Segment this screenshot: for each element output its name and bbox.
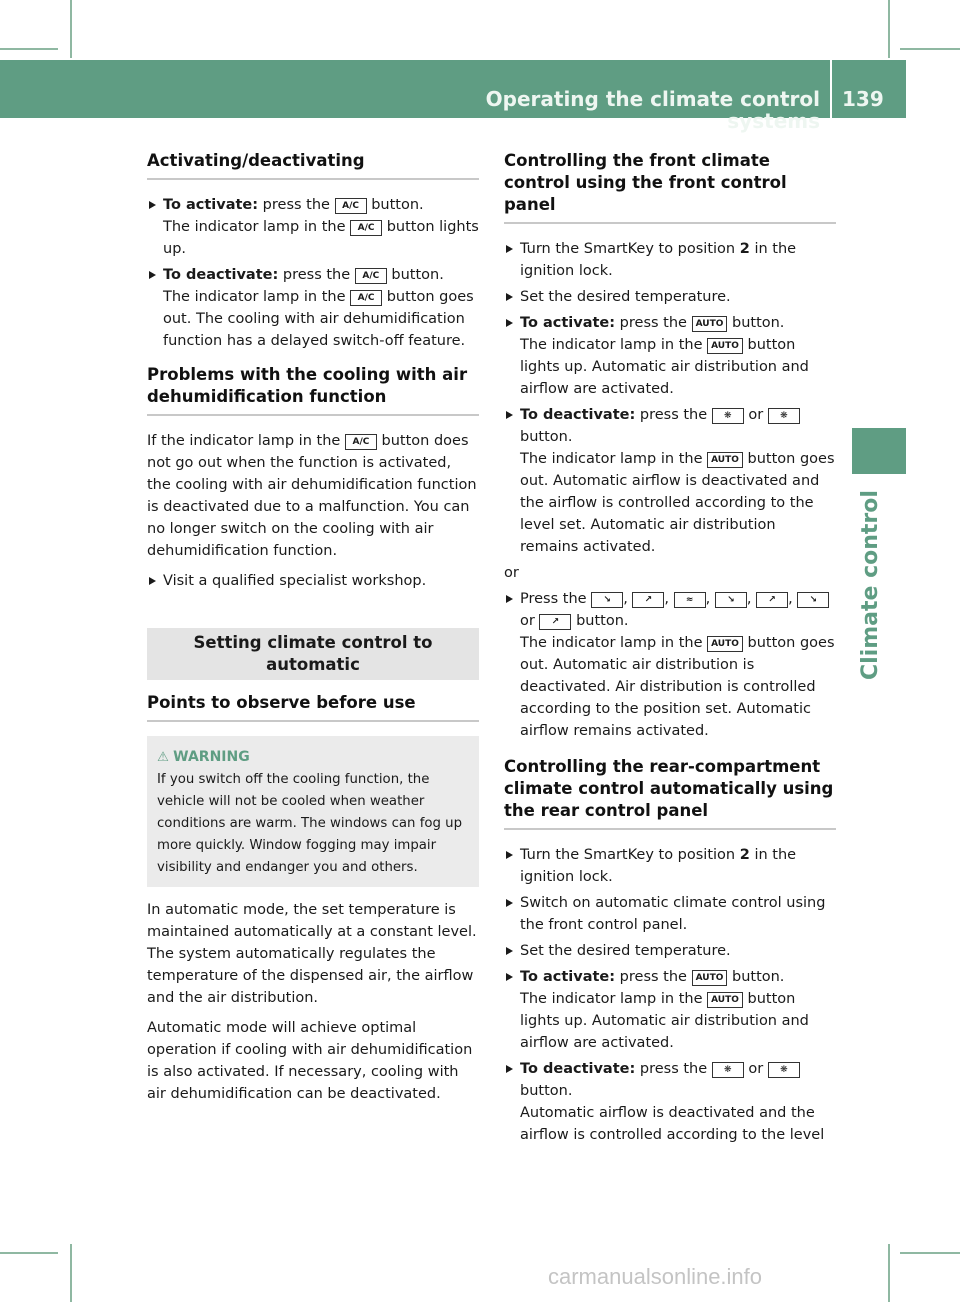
crop-mark (0, 1252, 58, 1254)
air-distribution-icon: ↗ (539, 614, 571, 630)
watermark: carmanualsonline.info (548, 1264, 763, 1289)
air-distribution-icon: ↘ (591, 592, 623, 608)
step-front-deactivate: To deactivate: press the ❋ or ❋ button. The indicator lamp in the AUTO button goes out. Automatic airflow is deactivated and the airflow is controlled according to the level set. Automatic air distribution remains activated. (504, 404, 836, 558)
problems-paragraph: If the indicator lamp in the A/C button does not go out when the function is activated, the cooling with air dehumidification function is deactivated due to a malfunction. You can no longer switch on the cooling with air dehumidification function. (147, 433, 477, 559)
crop-mark (70, 0, 72, 58)
warning-title: WARNING (173, 749, 250, 765)
step-front-temperature: Set the desired temperature. (504, 286, 836, 308)
crop-mark (888, 1244, 890, 1302)
heading-problems: Problems with the cooling with air dehumidification function (147, 365, 468, 406)
fan-increase-icon: ❋ (712, 408, 744, 424)
heading-front: Controlling the front climate control using the front control panel (504, 151, 787, 214)
crop-mark (70, 1244, 72, 1302)
heading-rule (504, 222, 836, 224)
defrost-icon: ≈ (674, 592, 706, 608)
step-rear-temperature: Set the desired temperature. (504, 940, 836, 962)
warning-triangle-icon: ⚠ (157, 750, 169, 765)
auto-button-icon: AUTO (692, 970, 728, 986)
auto-button-icon: AUTO (707, 452, 743, 468)
auto-paragraph-2: Automatic mode will achieve optimal operation if cooling with air dehumidification is also activated. If necessary, cooling with air dehumidification can be deactivated. (147, 1020, 473, 1102)
right-column (504, 150, 836, 1150)
auto-button-icon: AUTO (692, 316, 728, 332)
step-front-activate: To activate: press the AUTO button. The indicator lamp in the AUTO button lights up. Automatic air distribution and airflow are activated. (504, 312, 836, 400)
page-number: 139 (842, 87, 884, 111)
section-heading-auto: Setting climate control to automatic (147, 628, 479, 680)
heading-rule (147, 720, 479, 722)
air-distribution-icon: ↗ (632, 592, 664, 608)
heading-rule (504, 828, 836, 830)
air-distribution-icon: ↘ (715, 592, 747, 608)
crop-mark (900, 48, 960, 50)
heading-activating: Activating/deactivating (147, 151, 365, 170)
step-rear-auto-front: Switch on automatic climate control using the front control panel. (504, 892, 836, 936)
heading-rear: Controlling the rear-compartment climate control automatically using the rear control panel (504, 757, 834, 820)
section-tab-label: Climate control (858, 490, 883, 680)
auto-button-icon: AUTO (707, 636, 743, 652)
ac-button-icon: A/C (335, 198, 367, 214)
step-rear-activate: To activate: press the AUTO button. The indicator lamp in the AUTO button lights up. Automatic air distribution and airflow are activated. (504, 966, 836, 1054)
auto-paragraph-1: In automatic mode, the set temperature is maintained automatically at a constant level. The system automatically regulates the temperature of the dispensed air, the airflow and the air distribution. (147, 902, 477, 1006)
header-divider (830, 60, 832, 118)
crop-mark (888, 0, 890, 58)
step-front-smartkey: Turn the SmartKey to position 2 in the ignition lock. (504, 238, 836, 282)
auto-button-icon: AUTO (707, 338, 743, 354)
fan-increase-icon: ❋ (712, 1062, 744, 1078)
warning-header (157, 746, 469, 769)
step-front-distribution: Press the ↘ , ↗ , ≈ , ↘ , ↗ , ↘ or ↗ button. The indicator lamp in the AUTO button goes out. Automatic air distribution is deactivated. Air distribution is controlled according to the position set. Automatic airflow remains activated. (504, 588, 836, 742)
fan-decrease-icon: ❋ (768, 408, 800, 424)
heading-rule (147, 414, 479, 416)
heading-rule (147, 178, 479, 180)
heading-points: Points to observe before use (147, 693, 416, 712)
ac-button-icon: A/C (350, 290, 382, 306)
fan-decrease-icon: ❋ (768, 1062, 800, 1078)
warning-box (147, 736, 479, 887)
step-workshop: Visit a qualified specialist workshop. (147, 570, 479, 592)
crop-mark (0, 48, 58, 50)
air-distribution-icon: ↘ (797, 592, 829, 608)
step-rear-deactivate: To deactivate: press the ❋ or ❋ button. Automatic airflow is deactivated and the airflow is controlled according to the level (504, 1058, 836, 1146)
warning-text: If you switch off the cooling function, the vehicle will not be cooled when weather conditions are warm. The windows can fog up more quickly. Window fogging may impair visibility and endanger you and others. (157, 772, 463, 875)
section-tab (852, 428, 906, 474)
ac-button-icon: A/C (350, 220, 382, 236)
left-column (147, 150, 479, 1113)
auto-button-icon: AUTO (707, 992, 743, 1008)
air-distribution-icon: ↗ (756, 592, 788, 608)
step-rear-smartkey: Turn the SmartKey to position 2 in the ignition lock. (504, 844, 836, 888)
step-deactivate: To deactivate: press the A/C button. The indicator lamp in the A/C button goes out. The cooling with air dehumidification function has a delayed switch-off feature. (147, 264, 479, 352)
step-activate: To activate: press the A/C button. The indicator lamp in the A/C button lights up. (147, 194, 479, 260)
crop-mark (900, 1252, 960, 1254)
ac-button-icon: A/C (345, 434, 377, 450)
or-text: or (504, 565, 519, 581)
page-title: Operating the climate control systems (485, 87, 820, 133)
ac-button-icon: A/C (355, 268, 387, 284)
